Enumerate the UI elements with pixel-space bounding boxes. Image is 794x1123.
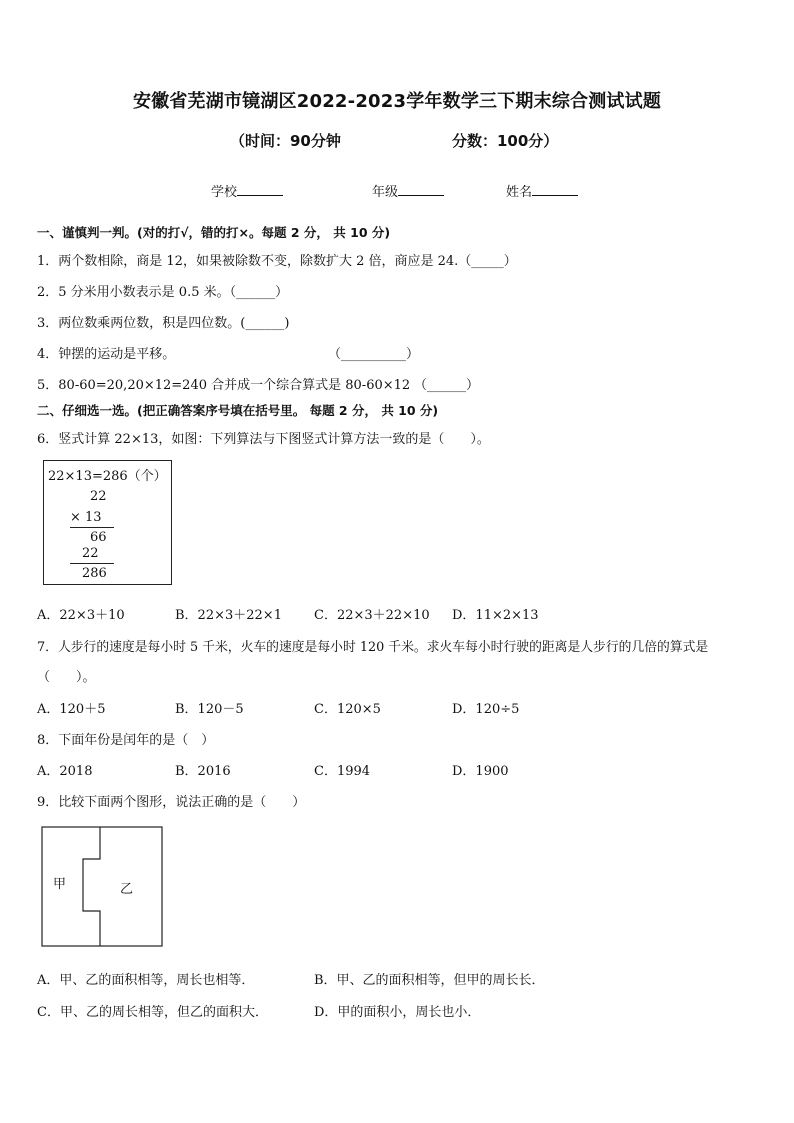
school-blank — [237, 183, 283, 196]
grade-field — [372, 181, 444, 200]
figure-label-jia: 甲 — [53, 877, 67, 892]
q7-option-c: C．120×5 — [314, 702, 381, 717]
question-8: 8．下面年份是闰年的是（ ） — [37, 733, 215, 748]
name-label: 姓名 — [506, 185, 533, 200]
calc-partial-2: 22 — [82, 546, 99, 561]
calc-rule-2 — [70, 563, 114, 564]
question-7-bracket: （ ）。 — [37, 670, 96, 685]
question-7: 7．人步行的速度是每小时 5 千米，火车的速度是每小时 120 千米。求火车每小时行驶的距离是人步行的几倍的算式是 — [37, 640, 709, 655]
q8-option-d: D．1900 — [452, 764, 509, 779]
calc-multiplier: × 13 — [70, 510, 102, 525]
grade-blank — [398, 183, 444, 196]
dividing-line — [83, 827, 100, 946]
calc-product: 286 — [82, 566, 107, 581]
q8-option-c: C．1994 — [314, 764, 371, 779]
time-label: （时间：90分钟 — [230, 132, 341, 150]
q9-option-d: D．甲的面积小，周长也小． — [314, 1005, 481, 1020]
name-field — [506, 181, 578, 200]
calc-multiplicand: 22 — [90, 489, 107, 504]
school-label: 学校 — [211, 185, 238, 200]
grade-label: 年级 — [372, 185, 399, 200]
question-3: 3．两位数乘两位数，积是四位数。(______) — [37, 316, 290, 331]
question-1: 1．两个数相除，商是 12，如果被除数不变，除数扩大 2 倍，商应是 24.（_____） — [37, 254, 517, 269]
q9-option-b: B．甲、乙的面积相等，但甲的周长长． — [314, 973, 545, 988]
score-label: 分数：100分） — [452, 132, 559, 150]
question-6: 6．竖式计算 22×13，如图：下列算法与下图竖式计算方法一致的是（ ）。 — [37, 432, 490, 447]
q7-option-a: A．120＋5 — [37, 702, 106, 717]
name-blank — [532, 183, 578, 196]
q7-option-d: D．120÷5 — [452, 702, 520, 717]
q9-option-c: C．甲、乙的周长相等，但乙的面积大． — [37, 1005, 268, 1020]
q8-option-a: A．2018 — [37, 764, 93, 779]
q8-option-b: B．2016 — [175, 764, 231, 779]
calc-header: 22×13=286（个） — [48, 469, 167, 484]
figure-label-yi: 乙 — [120, 882, 134, 897]
vertical-calculation-box — [43, 460, 172, 585]
q9-option-a: A．甲、乙的面积相等，周长也相等． — [37, 973, 255, 988]
section-2-heading: 二、仔细选一选。(把正确答案序号填在括号里。 每题 2 分， 共 10 分) — [37, 403, 439, 418]
question-2: 2．5 分米用小数表示是 0.5 米。（______） — [37, 285, 289, 300]
question-4: 4．钟摆的运动是平移。 — [37, 347, 176, 362]
q6-option-a: A．22×3＋10 — [37, 608, 125, 623]
q6-option-c: C．22×3＋22×10 — [314, 608, 430, 623]
section-1-heading: 一、谨慎判一判。(对的打√，错的打×。每题 2 分， 共 10 分) — [37, 225, 391, 240]
q7-option-b: B．120－5 — [175, 702, 244, 717]
calc-partial-1: 66 — [90, 530, 107, 545]
school-field — [211, 181, 283, 200]
question-5-blank: （______） — [414, 378, 480, 393]
page-title: 安徽省芜湖市镜湖区2022-2023学年数学三下期末综合测试试题 — [132, 91, 662, 112]
q6-option-b: B．22×3＋22×1 — [175, 608, 282, 623]
question-4-blank: （__________） — [328, 347, 420, 362]
question-5: 5．80-60=20,20×12=240 合并成一个综合算式是 80-60×12 — [37, 378, 411, 393]
calc-rule-1 — [70, 527, 114, 528]
q6-option-d: D．11×2×13 — [452, 608, 539, 623]
question-9: 9．比较下面两个图形，说法正确的是（ ） — [37, 795, 306, 810]
